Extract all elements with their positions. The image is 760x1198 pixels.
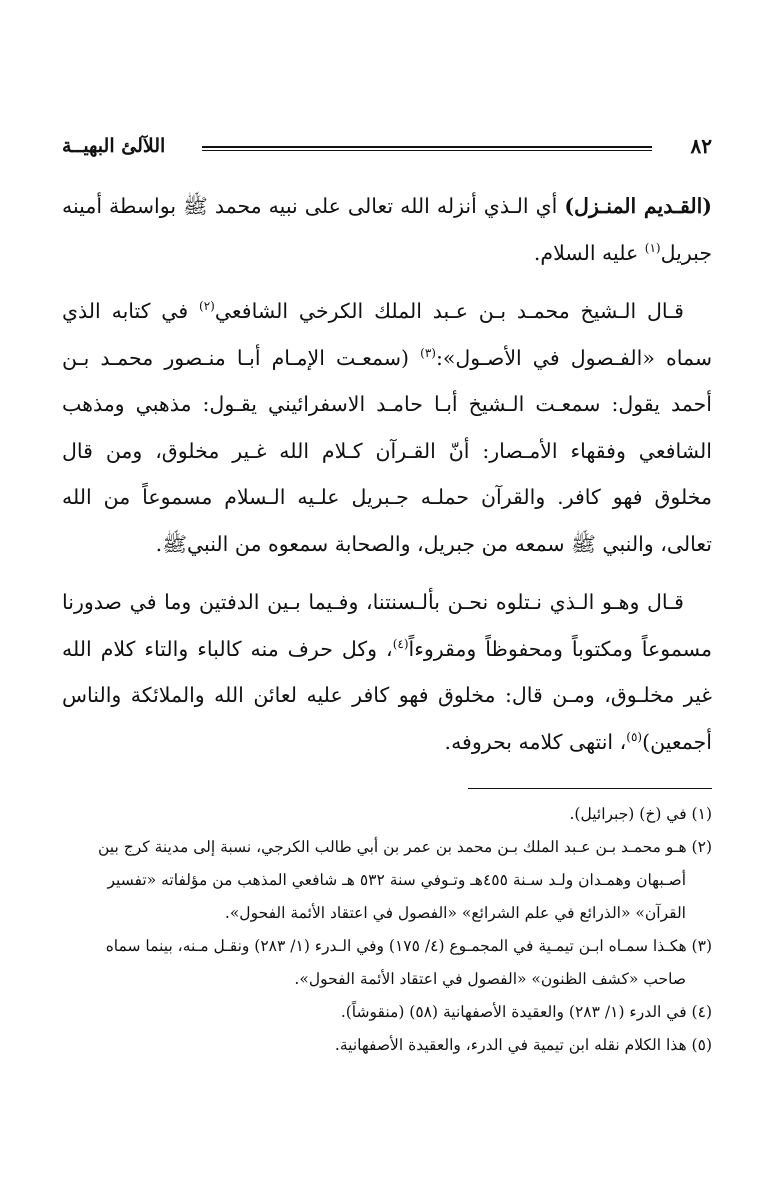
paragraph-2-text-3: (سمعـت الإمـام أبـا منـصور محمـد بـن أحمد يقول: سمعـت الـشيخ أبـا حامـد الاسفرائيني يقـول: مذهبي ومذهب الشافعي وفقهاء الأمـصار: أنّ القـرآن كـلام الله غـير مخلوق، ومن قال مخلوق فهو كافر. والقرآن حملـه جـبريل علـيه الـسلام مسموعاً من الله تعالى، والنبي ﷺ سمعه من جبريل، والصحابة سمعوه من النبيﷺ. — [62, 345, 712, 556]
paragraph-1-text: أي الـذي أنزله الله تعالى على نبيه محمد ﷺ بواسطة أمينه جبريل — [62, 194, 712, 265]
footnote-3 — [62, 930, 712, 996]
main-text — [62, 183, 712, 777]
paragraph-1-end: عليه السلام. — [533, 240, 645, 265]
footnote-1 — [62, 798, 712, 831]
footnote-2 — [62, 831, 712, 930]
header-rule — [202, 146, 652, 151]
book-title: اللآلئ البهيــة — [62, 135, 166, 157]
footnote-1-text: (١) في (خ) (جبرائيل). — [569, 805, 712, 823]
footnote-ref-4: (٤) — [392, 636, 409, 651]
footnote-4-text: (٤) في الدرء (١/ ٢٨٣) والعقيدة الأصفهانية (٥٨) (منقوشاً). — [340, 1003, 712, 1021]
footnote-5 — [62, 1029, 712, 1062]
paragraph-3-text-2: ، وكل حرف منه كالباء والتاء كلام الله غير مخلـوق، ومـن قال: مخلوق فهو كافر عليه لعائن الله والملائكة والناس أجمعين) — [62, 636, 712, 754]
footnote-ref-2: (٢) — [199, 299, 215, 314]
footnote-5-text: (٥) هذا الكلام نقله ابن تيمية في الدرء، والعقيدة الأصفهانية. — [334, 1036, 712, 1054]
footnote-2-line-2: أصـبهان وهمـدان ولـد سـنة ٤٥٥هـ وتـوفي سنة ٥٣٢ هـ شافعي المذهب من مؤلفاته «تفسير — [107, 871, 686, 889]
quoted-term: (القـديم المنـزل) — [564, 194, 713, 218]
footnote-4 — [62, 996, 712, 1029]
footnote-ref-3: (٣) — [420, 345, 436, 360]
paragraph-2-text-2: في كتابه الذي سماه «الفـصول في الأصـول»: — [62, 299, 712, 370]
footnote-2-line-1: (٢) هـو محمـد بـن عـبد الملك بـن محمد بن عمر بن أبي طالب الكرجي، نسبة إلى مدينة كرج بين — [97, 838, 712, 856]
footnote-ref-1: (١) — [644, 240, 661, 255]
paragraph-3 — [62, 579, 712, 765]
footnotes — [62, 798, 712, 1062]
footnote-2-line-3: القرآن» «الذرائع في علم الشرائع» «الفصول في اعتقاد الأئمة الفحول». — [224, 904, 686, 922]
running-header — [62, 132, 712, 172]
footnote-3-line-1: (٣) هكـذا سمـاه ابـن تيمـية في المجمـوع (٤/ ١٧٥) وفي الـدرء (١/ ٢٨٣) ونقـل مـنه، بينما سماه — [105, 937, 712, 955]
paragraph-3-text-3: ، انتهى كلامه بحروفه. — [444, 729, 627, 754]
paragraph-1 — [62, 183, 712, 276]
paragraph-2 — [62, 288, 712, 567]
footnote-separator — [468, 788, 712, 789]
paragraph-2-text-1: قـال الـشيخ محمـد بـن عـبد الملك الكرخي الشافعي — [214, 299, 684, 323]
footnote-ref-5: (٥) — [626, 729, 643, 744]
paragraph-3-text-1: قـال وهـو الـذي نـتلوه نحـن بألـسنتنا، وفـيما بـين الدفتين وما في صدورنا مسموعاً ومكتوباً ومحفوظاً ومقروءاً — [62, 590, 712, 661]
page-number: ٨٢ — [690, 134, 712, 158]
footnote-3-line-2: صاحب «كشف الظنون» «الفصول في اعتقاد الأئمة الفحول». — [294, 970, 686, 988]
